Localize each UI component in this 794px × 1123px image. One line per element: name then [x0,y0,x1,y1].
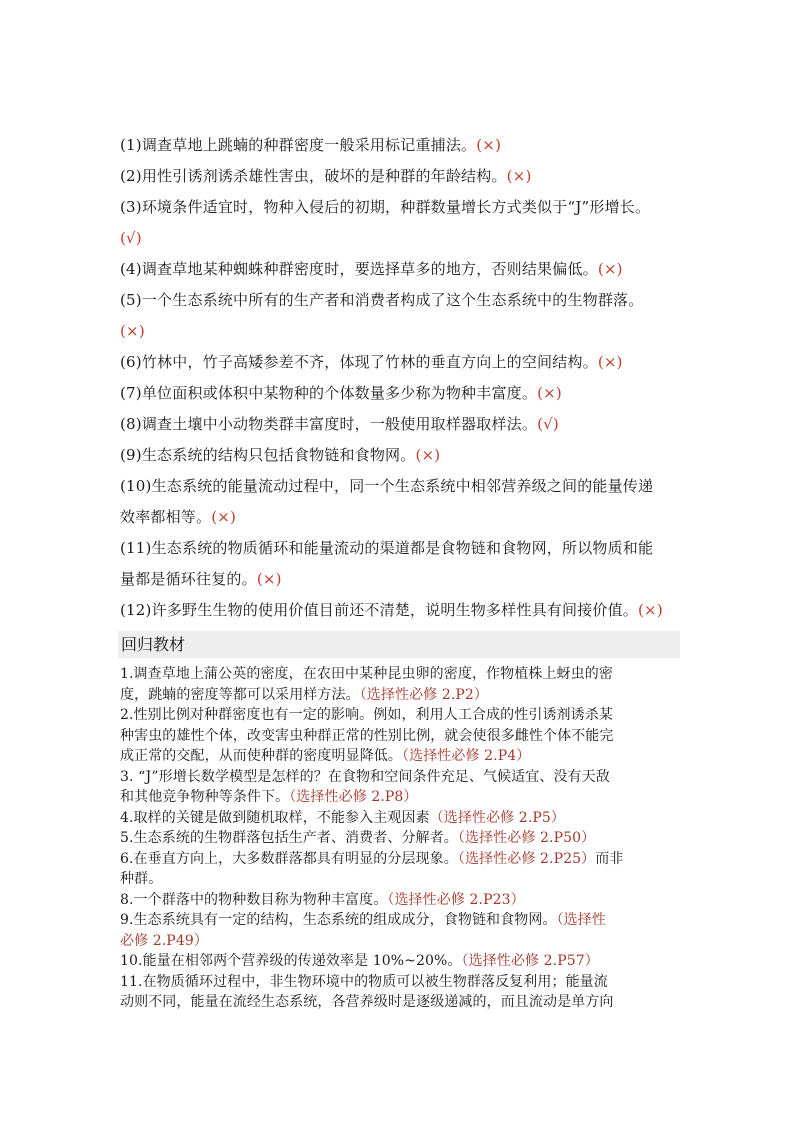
textbook-text: 8.一个群落中的物种数目称为物种丰富度。 [120,891,388,908]
judgment-line [120,192,680,223]
judgment-line [120,161,680,192]
true-false-list [120,130,680,626]
textbook-reference: （选择性必修 2.P2） [359,686,489,703]
textbook-line [120,787,680,808]
textbook-line [120,910,680,931]
textbook-line [120,664,680,685]
textbook-text-after: 而非 [595,850,624,867]
answer-mark: (×) [120,322,145,340]
textbook-line [120,972,680,993]
judgment-text: (3)环境条件适宜时，物种入侵后的初期，种群数量增长方式类似于“J”形增长。 [120,198,651,216]
judgment-line [120,223,680,254]
judgment-text: (1)调查草地上跳蝻的种群密度一般采用标记重捕法。 [120,136,477,154]
answer-mark: (×) [597,353,623,371]
textbook-text: 4.取样的关键是做到随机取样，不能参入主观因素 [120,809,430,826]
answer-mark: (×) [256,570,282,588]
textbook-reference: （选择性必修 2.P25） [457,850,596,867]
judgment-text: (11)生态系统的物质循环和能量流动的渠道都是食物链和食物网，所以物质和能 [120,539,654,557]
textbook-line [120,931,680,952]
textbook-reference: （选择性 [556,912,606,928]
judgment-text: (10)生态系统的能量流动过程中，同一个生态系统中相邻营养级之间的能量传递 [120,477,654,495]
answer-mark: (×) [415,446,441,464]
judgment-line [120,378,680,409]
judgment-line [120,347,680,378]
textbook-line [120,808,680,829]
textbook-reference: 必修 2.P49） [120,932,208,949]
textbook-text: 种群。 [120,871,163,887]
textbook-text: 3. “J”形增长数学模型是怎样的？在食物和空间条件充足、气候适宜、没有天敌 [120,768,610,785]
judgment-text: (5)一个生态系统中所有的生产者和消费者构成了这个生态系统中的生物群落。 [120,291,644,309]
judgment-line [120,316,680,347]
answer-mark: (×) [211,508,237,526]
textbook-text: 种害虫的雄性个体，改变害虫种群正常的性别比例，就会使很多雌性个体不能完 [120,727,614,744]
textbook-text: 动则不同，能量在流经生态系统，各营养级时是逐级递减的，而且流动是单方向 [120,994,614,1010]
textbook-line [120,726,680,747]
textbook-text: 2.性别比例对种群密度也有一定的影响。例如，利用人工合成的性引诱剂诱杀某 [120,707,613,723]
judgment-text: (9)生态系统的结构只包括食物链和食物网。 [120,446,416,464]
judgment-line [120,440,680,471]
textbook-line [120,685,680,706]
judgment-line [120,254,680,285]
textbook-line [120,890,680,911]
textbook-line [120,849,680,870]
judgment-text: 效率都相等。 [120,508,212,526]
textbook-line [120,828,680,849]
textbook-line [120,992,680,1013]
textbook-review-list [120,664,680,1013]
judgment-text: (2)用性引诱剂诱杀雄性害虫，破坏的是种群的年龄结构。 [120,167,507,185]
judgment-line [120,502,680,533]
textbook-reference: （选择性必修 2.P23） [387,891,525,908]
answer-mark: (×) [506,167,532,185]
answer-mark: (√) [537,415,559,433]
textbook-text: 1.调查草地上蒲公英的密度，在农田中某种昆虫卵的密度，作物植株上蚜虫的密 [120,666,613,682]
judgment-text: (4)调查草地某种蜘蛛种群密度时，要选择草多的地方，否则结果偏低。 [120,260,598,278]
textbook-reference: （选择性必修 2.P5） [429,809,565,826]
textbook-text: 10.能量在相邻两个营养级的传递效率是 10%~20%。 [120,953,462,969]
textbook-line [120,767,680,788]
textbook-text: 度，跳蝻的密度等都可以采用样方法。 [120,686,360,703]
textbook-line [120,869,680,890]
textbook-line [120,746,680,767]
answer-mark: (×) [476,136,502,154]
textbook-text: 9.生态系统具有一定的结构，生态系统的组成成分，食物链和食物网。 [120,912,557,928]
judgment-text: (7)单位面积或体积中某物种的个体数量多少称为物种丰富度。 [120,384,538,402]
answer-mark: (×) [638,601,663,619]
judgment-line [120,471,680,502]
judgment-line [120,595,680,626]
judgment-text: (6)竹林中，竹子高矮参差不齐，体现了竹林的垂直方向上的空间结构。 [120,353,598,371]
judgment-text: (12)许多野生生物的使用价值目前还不清楚，说明生物多样性具有间接价值。 [120,601,638,619]
judgment-line [120,285,680,316]
answer-mark: (√) [120,229,142,247]
judgment-line [120,564,680,595]
judgment-line [120,130,680,161]
answer-mark: (×) [597,260,623,278]
textbook-line [120,705,680,726]
answer-mark: (×) [537,384,562,402]
textbook-reference: （选择性必修 2.P50） [457,830,596,846]
section-title: 回归教材 [118,631,680,658]
textbook-reference: （选择性必修 2.P8） [289,789,418,805]
judgment-text: (8)调查土壤中小动物类群丰富度时，一般使用取样器取样法。 [120,415,538,433]
textbook-text: 5.生态系统的生物群落包括生产者、消费者、分解者。 [120,830,458,846]
judgment-text: 量都是循环往复的。 [120,570,257,588]
judgment-line [120,533,680,564]
textbook-line [120,951,680,972]
textbook-reference: （选择性必修 2.P4） [402,748,531,764]
textbook-text: 成正常的交配，从而使种群的密度明显降低。 [120,748,402,764]
textbook-reference: （选择性必修 2.P57） [461,953,599,969]
textbook-text: 6.在垂直方向上，大多数群落都具有明显的分层现象。 [120,850,458,867]
textbook-text: 11.在物质循环过程中，非生物环境中的物质可以被生物群落反复利用；能量流 [120,973,608,990]
textbook-text: 和其他竞争物种等条件下。 [120,789,290,805]
judgment-line [120,409,680,440]
